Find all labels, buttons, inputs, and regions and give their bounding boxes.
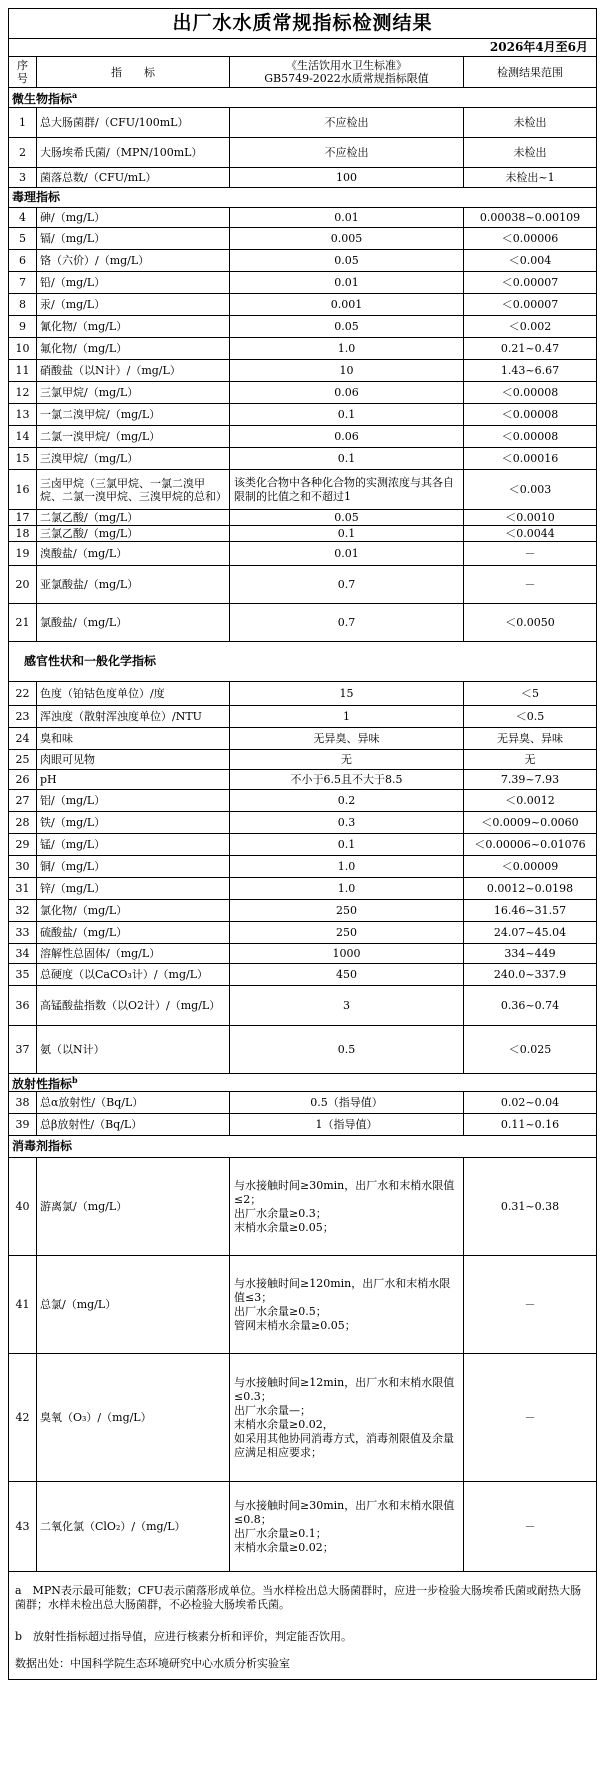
indicator-name: 氟化物/（mg/L） xyxy=(37,338,230,360)
result-range: ＜0.00006~0.01076 xyxy=(464,834,597,856)
standard-limit: 250 xyxy=(230,900,464,922)
table-row xyxy=(9,272,597,294)
standard-limit: 0.01 xyxy=(230,272,464,294)
result-range: 未检出 xyxy=(464,108,597,138)
result-range: ＜0.0044 xyxy=(464,526,597,542)
standard-limit: 1 xyxy=(230,706,464,728)
indicator-name: 游离氯/（mg/L） xyxy=(37,1158,230,1256)
row-number: 32 xyxy=(9,900,37,922)
result-range: 24.07~45.04 xyxy=(464,922,597,944)
section-row-sensory xyxy=(9,642,597,682)
row-number: 34 xyxy=(9,944,37,964)
section-label: 毒理指标 xyxy=(12,190,61,204)
section-row-radio xyxy=(9,1074,597,1092)
result-range: 0.36~0.74 xyxy=(464,986,597,1026)
data-source-row xyxy=(9,1650,597,1680)
table-row xyxy=(9,834,597,856)
indicator-name: 总α放射性/（Bq/L） xyxy=(37,1092,230,1114)
header-indicator: 指 标 xyxy=(37,57,230,88)
standard-limit: 0.05 xyxy=(230,250,464,272)
result-range: 240.0~337.9 xyxy=(464,964,597,986)
standard-limit-line: 出厂水余量≥0.1； xyxy=(234,1526,327,1540)
row-number: 31 xyxy=(9,878,37,900)
table-row xyxy=(9,878,597,900)
standard-limit: 100 xyxy=(230,168,464,188)
result-range: ＜0.00008 xyxy=(464,382,597,404)
section-heading xyxy=(9,1074,597,1092)
header-limit xyxy=(230,57,464,88)
table-row xyxy=(9,944,597,964)
table-row xyxy=(9,964,597,986)
standard-limit: 0.1 xyxy=(230,448,464,470)
standard-limit: 不应检出 xyxy=(230,138,464,168)
table-row xyxy=(9,604,597,642)
table-row xyxy=(9,108,597,138)
indicator-name: 一氯二溴甲烷/（mg/L） xyxy=(37,404,230,426)
table-row xyxy=(9,510,597,526)
report-sheet xyxy=(8,8,596,1680)
standard-limit-line: 末梢水余量≥0.05； xyxy=(234,1220,334,1234)
section-label: 放射性指标 xyxy=(12,1077,73,1091)
row-number: 2 xyxy=(9,138,37,168)
result-range: ＜0.00009 xyxy=(464,856,597,878)
table-row xyxy=(9,138,597,168)
indicator-name: 氰化物/（mg/L） xyxy=(37,316,230,338)
result-range: ＜0.00008 xyxy=(464,404,597,426)
row-number: 12 xyxy=(9,382,37,404)
indicator-name: 三卤甲烷（三氯甲烷、一氯二溴甲烷、二氯一溴甲烷、三溴甲烷的总和） xyxy=(37,470,230,510)
indicator-name: 硫酸盐/（mg/L） xyxy=(37,922,230,944)
section-heading xyxy=(9,642,597,682)
row-number: 14 xyxy=(9,426,37,448)
row-number: 4 xyxy=(9,208,37,228)
standard-limit-line: 管网末梢水余量≥0.05； xyxy=(234,1318,356,1332)
row-number: 9 xyxy=(9,316,37,338)
result-range: ＜0.003 xyxy=(464,470,597,510)
standard-limit: 0.1 xyxy=(230,404,464,426)
result-range: － xyxy=(464,1482,597,1572)
row-number: 25 xyxy=(9,750,37,770)
result-range: ＜0.00006 xyxy=(464,228,597,250)
standard-limit xyxy=(230,1354,464,1482)
header-no: 序号 xyxy=(9,57,37,88)
table-row xyxy=(9,812,597,834)
table-row xyxy=(9,922,597,944)
indicator-name: 铜/（mg/L） xyxy=(37,856,230,878)
result-range: 7.39~7.93 xyxy=(464,770,597,790)
table-row xyxy=(9,168,597,188)
indicator-name: 二氯一溴甲烷/（mg/L） xyxy=(37,426,230,448)
indicator-name: 锌/（mg/L） xyxy=(37,878,230,900)
report-period: 2026年4月至6月 xyxy=(9,39,597,57)
footnote-a-row xyxy=(9,1572,597,1624)
standard-limit: 1.0 xyxy=(230,338,464,360)
row-number: 28 xyxy=(9,812,37,834)
result-range: ＜5 xyxy=(464,682,597,706)
row-number: 35 xyxy=(9,964,37,986)
table-row xyxy=(9,338,597,360)
indicator-name: 铅/（mg/L） xyxy=(37,272,230,294)
section-row-micro xyxy=(9,88,597,108)
row-number: 26 xyxy=(9,770,37,790)
standard-limit: 0.06 xyxy=(230,382,464,404)
row-number: 1 xyxy=(9,108,37,138)
indicator-name: 臭和味 xyxy=(37,728,230,750)
standard-limit: 10 xyxy=(230,360,464,382)
indicator-name: 总氯/（mg/L） xyxy=(37,1256,230,1354)
table-row xyxy=(9,790,597,812)
result-range: 无 xyxy=(464,750,597,770)
row-number: 20 xyxy=(9,566,37,604)
standard-limit: 0.001 xyxy=(230,294,464,316)
result-range: 未检出 xyxy=(464,138,597,168)
table-row xyxy=(9,382,597,404)
table-row xyxy=(9,706,597,728)
standard-limit: 0.01 xyxy=(230,208,464,228)
row-number: 17 xyxy=(9,510,37,526)
standard-limit: 1.0 xyxy=(230,878,464,900)
indicator-name: 铁/（mg/L） xyxy=(37,812,230,834)
indicator-name: 臭氧（O₃）/（mg/L） xyxy=(37,1354,230,1482)
table-row xyxy=(9,542,597,566)
table-row xyxy=(9,1482,597,1572)
table-row xyxy=(9,1114,597,1136)
row-number: 3 xyxy=(9,168,37,188)
indicator-name: 铝/（mg/L） xyxy=(37,790,230,812)
indicator-name: 溴酸盐/（mg/L） xyxy=(37,542,230,566)
standard-limit: 450 xyxy=(230,964,464,986)
standard-limit-line: 与水接触时间≥120min，出厂水和末梢水限值≤3； xyxy=(234,1276,451,1304)
result-range: ＜0.00007 xyxy=(464,294,597,316)
table-row xyxy=(9,728,597,750)
indicator-name: 三氯乙酸/（mg/L） xyxy=(37,526,230,542)
row-number: 11 xyxy=(9,360,37,382)
section-heading xyxy=(9,1136,597,1158)
indicator-name: 氨（以N计） xyxy=(37,1026,230,1074)
row-number: 27 xyxy=(9,790,37,812)
footnote-b: b 放射性指标超过指导值，应进行核素分析和评价，判定能否饮用。 xyxy=(9,1624,597,1650)
row-number: 13 xyxy=(9,404,37,426)
standard-limit-line: 出厂水余量≥0.5； xyxy=(234,1304,327,1318)
result-range: 0.0012~0.0198 xyxy=(464,878,597,900)
standard-limit: 3 xyxy=(230,986,464,1026)
indicator-name: 总大肠菌群/（CFU/100mL） xyxy=(37,108,230,138)
row-number: 16 xyxy=(9,470,37,510)
table-row xyxy=(9,250,597,272)
indicator-name: 硝酸盐（以N计）/（mg/L） xyxy=(37,360,230,382)
table-row xyxy=(9,470,597,510)
row-number: 40 xyxy=(9,1158,37,1256)
footnote-a: a MPN表示最可能数；CFU表示菌落形成单位。当水样检出总大肠菌群时，应进一步检验大肠埃希氏菌或耐热大肠菌群；水样未检出总大肠菌群，不必检验大肠埃希氏菌。 xyxy=(9,1572,597,1624)
result-range: 0.21~0.47 xyxy=(464,338,597,360)
date-row xyxy=(9,39,597,57)
result-range: ＜0.5 xyxy=(464,706,597,728)
row-number: 33 xyxy=(9,922,37,944)
result-range: ＜0.00016 xyxy=(464,448,597,470)
standard-limit: 0.2 xyxy=(230,790,464,812)
row-number: 6 xyxy=(9,250,37,272)
indicator-name: 肉眼可见物 xyxy=(37,750,230,770)
table-row xyxy=(9,900,597,922)
water-quality-table xyxy=(8,8,597,1680)
table-row xyxy=(9,316,597,338)
table-row xyxy=(9,526,597,542)
standard-limit: 0.7 xyxy=(230,604,464,642)
header-limit-line1: 《生活饮用水卫生标准》 xyxy=(286,59,407,72)
row-number: 22 xyxy=(9,682,37,706)
standard-limit: 0.3 xyxy=(230,812,464,834)
header-result: 检测结果范围 xyxy=(464,57,597,88)
result-range: ＜0.004 xyxy=(464,250,597,272)
standard-limit-line: 与水接触时间≥12min，出厂水和末梢水限值≤0.3； xyxy=(234,1375,455,1403)
row-number: 18 xyxy=(9,526,37,542)
table-row xyxy=(9,404,597,426)
result-range: 334~449 xyxy=(464,944,597,964)
table-row xyxy=(9,1092,597,1114)
row-number: 21 xyxy=(9,604,37,642)
table-row xyxy=(9,986,597,1026)
table-row xyxy=(9,1354,597,1482)
standard-limit: 0.1 xyxy=(230,834,464,856)
standard-limit: 1000 xyxy=(230,944,464,964)
table-row xyxy=(9,750,597,770)
standard-limit: 不小于6.5且不大于8.5 xyxy=(230,770,464,790)
standard-limit xyxy=(230,1256,464,1354)
standard-limit xyxy=(230,1482,464,1572)
result-range: ＜0.00007 xyxy=(464,272,597,294)
result-range: ＜0.002 xyxy=(464,316,597,338)
result-range: 0.11~0.16 xyxy=(464,1114,597,1136)
standard-limit: 0.7 xyxy=(230,566,464,604)
table-row xyxy=(9,426,597,448)
result-range: － xyxy=(464,566,597,604)
table-row xyxy=(9,566,597,604)
indicator-name: 氯酸盐/（mg/L） xyxy=(37,604,230,642)
result-range: ＜0.0010 xyxy=(464,510,597,526)
indicator-name: 高锰酸盐指数（以O2计）/（mg/L） xyxy=(37,986,230,1026)
table-row xyxy=(9,770,597,790)
row-number: 15 xyxy=(9,448,37,470)
standard-limit-line: 末梢水余量≥0.02； xyxy=(234,1540,334,1554)
indicator-name: 汞/（mg/L） xyxy=(37,294,230,316)
indicator-name: 三溴甲烷/（mg/L） xyxy=(37,448,230,470)
result-range: 0.02~0.04 xyxy=(464,1092,597,1114)
row-number: 41 xyxy=(9,1256,37,1354)
standard-limit-line: 与水接触时间≥30min，出厂水和末梢水限值≤0.8； xyxy=(234,1498,455,1526)
indicator-name: 砷/（mg/L） xyxy=(37,208,230,228)
section-label: 感官性状和一般化学指标 xyxy=(12,654,157,668)
indicator-name: 色度（铂钴色度单位）/度 xyxy=(37,682,230,706)
row-number: 10 xyxy=(9,338,37,360)
standard-limit: 该类化合物中各种化合物的实测浓度与其各自限制的比值之和不超过1 xyxy=(230,470,464,510)
result-range: － xyxy=(464,1354,597,1482)
standard-limit: 0.1 xyxy=(230,526,464,542)
standard-limit-line: 出厂水余量—； xyxy=(234,1403,311,1417)
standard-limit xyxy=(230,1158,464,1256)
result-range: 未检出~1 xyxy=(464,168,597,188)
standard-limit: 0.05 xyxy=(230,510,464,526)
indicator-name: 总硬度（以CaCO₃计）/（mg/L） xyxy=(37,964,230,986)
table-row xyxy=(9,208,597,228)
standard-limit: 15 xyxy=(230,682,464,706)
indicator-name: 浑浊度（散射浑浊度单位）/NTU xyxy=(37,706,230,728)
result-range: ＜0.0012 xyxy=(464,790,597,812)
table-row xyxy=(9,360,597,382)
table-row xyxy=(9,682,597,706)
section-row-disinf xyxy=(9,1136,597,1158)
title-row xyxy=(9,9,597,39)
standard-limit-line: 如采用其他协同消毒方式，消毒剂限值及余量应满足相应要求； xyxy=(234,1431,454,1459)
result-range: 0.31~0.38 xyxy=(464,1158,597,1256)
result-range: 16.46~31.57 xyxy=(464,900,597,922)
indicator-name: 菌落总数/（CFU/mL） xyxy=(37,168,230,188)
row-number: 36 xyxy=(9,986,37,1026)
table-row xyxy=(9,856,597,878)
row-number: 30 xyxy=(9,856,37,878)
row-number: 24 xyxy=(9,728,37,750)
section-row-toxic xyxy=(9,188,597,208)
standard-limit: 0.5 xyxy=(230,1026,464,1074)
standard-limit: 1（指导值） xyxy=(230,1114,464,1136)
indicator-name: 锰/（mg/L） xyxy=(37,834,230,856)
indicator-name: 大肠埃希氏菌/（MPN/100mL） xyxy=(37,138,230,168)
indicator-name: pH xyxy=(37,770,230,790)
table-row xyxy=(9,1158,597,1256)
standard-limit: 0.01 xyxy=(230,542,464,566)
row-number: 8 xyxy=(9,294,37,316)
standard-limit: 0.005 xyxy=(230,228,464,250)
row-number: 42 xyxy=(9,1354,37,1482)
row-number: 23 xyxy=(9,706,37,728)
row-number: 38 xyxy=(9,1092,37,1114)
section-heading xyxy=(9,88,597,108)
table-row xyxy=(9,1256,597,1354)
header-limit-line2: GB5749-2022水质常规指标限值 xyxy=(264,72,429,85)
indicator-name: 氯化物/（mg/L） xyxy=(37,900,230,922)
row-number: 39 xyxy=(9,1114,37,1136)
indicator-name: 铬（六价）/（mg/L） xyxy=(37,250,230,272)
standard-limit-line: 出厂水余量≥0.3； xyxy=(234,1206,327,1220)
section-heading xyxy=(9,188,597,208)
table-row xyxy=(9,294,597,316)
standard-limit-line: 末梢水余量≥0.02， xyxy=(234,1417,334,1431)
indicator-name: 亚氯酸盐/（mg/L） xyxy=(37,566,230,604)
indicator-name: 二氧化氯（ClO₂）/（mg/L） xyxy=(37,1482,230,1572)
section-label: 消毒剂指标 xyxy=(12,1139,73,1153)
standard-limit: 250 xyxy=(230,922,464,944)
result-range: － xyxy=(464,1256,597,1354)
header-row xyxy=(9,57,597,88)
result-range: 1.43~6.67 xyxy=(464,360,597,382)
result-range: 0.00038~0.00109 xyxy=(464,208,597,228)
row-number: 7 xyxy=(9,272,37,294)
data-source: 数据出处：中国科学院生态环境研究中心水质分析实验室 xyxy=(9,1650,597,1680)
standard-limit-line: 与水接触时间≥30min，出厂水和末梢水限值≤2； xyxy=(234,1178,455,1206)
indicator-name: 镉/（mg/L） xyxy=(37,228,230,250)
section-label: 微生物指标 xyxy=(12,92,73,106)
table-row xyxy=(9,448,597,470)
result-range: 无异臭、异味 xyxy=(464,728,597,750)
standard-limit: 0.06 xyxy=(230,426,464,448)
result-range: － xyxy=(464,542,597,566)
row-number: 19 xyxy=(9,542,37,566)
standard-limit: 无 xyxy=(230,750,464,770)
standard-limit: 1.0 xyxy=(230,856,464,878)
section-footnote-mark: a xyxy=(72,90,78,100)
result-range: ＜0.025 xyxy=(464,1026,597,1074)
standard-limit: 0.05 xyxy=(230,316,464,338)
row-number: 43 xyxy=(9,1482,37,1572)
standard-limit: 无异臭、异味 xyxy=(230,728,464,750)
page-title: 出厂水水质常规指标检测结果 xyxy=(9,9,597,39)
table-row xyxy=(9,1026,597,1074)
result-range: ＜0.0009~0.0060 xyxy=(464,812,597,834)
indicator-name: 二氯乙酸/（mg/L） xyxy=(37,510,230,526)
indicator-name: 三氯甲烷/（mg/L） xyxy=(37,382,230,404)
result-range: ＜0.00008 xyxy=(464,426,597,448)
row-number: 5 xyxy=(9,228,37,250)
standard-limit: 0.5（指导值） xyxy=(230,1092,464,1114)
indicator-name: 溶解性总固体/（mg/L） xyxy=(37,944,230,964)
table-row xyxy=(9,228,597,250)
result-range: ＜0.0050 xyxy=(464,604,597,642)
row-number: 37 xyxy=(9,1026,37,1074)
standard-limit: 不应检出 xyxy=(230,108,464,138)
section-footnote-mark: b xyxy=(72,1075,78,1085)
row-number: 29 xyxy=(9,834,37,856)
footnote-b-row xyxy=(9,1624,597,1650)
indicator-name: 总β放射性/（Bq/L） xyxy=(37,1114,230,1136)
